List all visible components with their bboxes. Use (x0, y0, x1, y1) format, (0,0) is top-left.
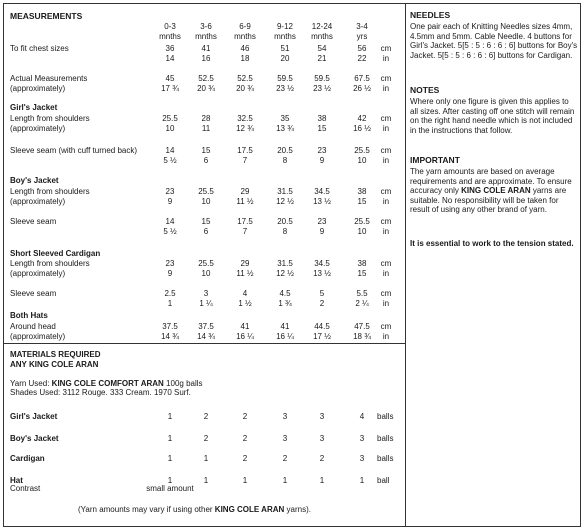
value-in: 15 (317, 124, 327, 133)
size-header-top: 12-24 (311, 22, 333, 31)
value-cm: 23 (317, 146, 327, 155)
value-in: 9 (167, 269, 173, 278)
value-cm: 23 (317, 217, 327, 226)
row-label-secondary: (approximately) (10, 197, 66, 206)
value-cm: 5 (319, 289, 325, 298)
value-cm: 41 (201, 44, 211, 53)
ball-count: 1 (167, 454, 173, 463)
value-cm: 47.5 (354, 322, 370, 331)
value-in: 1 ¼ (199, 299, 213, 308)
unit-cm: cm (380, 114, 392, 123)
needles-heading: NEEDLES (410, 10, 451, 20)
row-label: Sleeve seam (10, 289, 57, 298)
value-cm: 38 (317, 114, 327, 123)
value-cm: 31.5 (277, 187, 293, 196)
value-in: 20 ¾ (236, 84, 254, 93)
value-in: 1 (167, 299, 173, 308)
ball-unit: balls (377, 454, 394, 463)
ball-count: 2 (242, 412, 248, 421)
row-label: Length from shoulders (10, 187, 90, 196)
row-label-secondary: (approximately) (10, 124, 66, 133)
materials-row-label: Hat (10, 476, 23, 485)
size-header-top: 6-9 (239, 22, 251, 31)
ball-count: 1 (167, 434, 173, 443)
value-in: 13 ½ (313, 269, 331, 278)
value-cm: 29 (240, 259, 250, 268)
value-in: 2 ¼ (355, 299, 369, 308)
size-header-bottom: mnths (159, 32, 181, 41)
value-cm: 23 (165, 259, 175, 268)
value-cm: 15 (201, 217, 211, 226)
needles-text: One pair each of Knitting Needles sizes 4mm, 4.5mm and 5mm. Cable Needle. 4 buttons for Girl's Jacket. 5[5 : 5 : 6 : 6 : 6] buttons for Boy's Jacket. 5[5 : 5 : 6 : 6 : 6] buttons for Cardigan. (410, 22, 578, 60)
ball-count: 3 (282, 412, 288, 421)
unit-in: in (382, 227, 390, 236)
value-in: 17 ½ (313, 332, 331, 341)
important-text: The yarn amounts are based on average requirements and are approximate. To ensure accuracy only KING COLE ARAN yarns are suitable. No responsibility will be taken for result of using any other brand of yarn. (410, 167, 572, 215)
value-cm: 3 (203, 289, 209, 298)
value-in: 10 (357, 156, 367, 165)
unit-in: in (382, 84, 390, 93)
unit-cm: cm (380, 146, 392, 155)
materials-heading: MATERIALS REQUIRED (10, 350, 101, 359)
value-in: 9 (167, 197, 173, 206)
value-in: 18 (240, 54, 250, 63)
value-in: 1 ½ (238, 299, 252, 308)
value-in: 8 (282, 156, 288, 165)
value-cm: 4.5 (279, 289, 291, 298)
value-cm: 20.5 (277, 217, 293, 226)
ball-count: 2 (242, 434, 248, 443)
value-in: 21 (317, 54, 327, 63)
value-in: 10 (165, 124, 175, 133)
value-cm: 15 (201, 146, 211, 155)
row-label: Length from shoulders (10, 259, 90, 268)
row-label-secondary: (approximately) (10, 84, 66, 93)
value-in: 23 ½ (313, 84, 331, 93)
size-header-bottom: yrs (356, 32, 368, 41)
value-cm: 14 (165, 146, 175, 155)
value-in: 7 (242, 156, 248, 165)
value-cm: 51 (280, 44, 290, 53)
ball-count: 4 (359, 412, 365, 421)
value-cm: 32.5 (237, 114, 253, 123)
size-header-bottom: mnths (274, 32, 296, 41)
ball-count: 3 (282, 434, 288, 443)
unit-cm: cm (380, 74, 392, 83)
ball-count: 1 (167, 412, 173, 421)
value-in: 1 ¾ (278, 299, 292, 308)
ball-count: 1 (282, 476, 288, 485)
value-in: 22 (357, 54, 367, 63)
value-cm: 59.5 (277, 74, 293, 83)
shades-used: Shades Used: 3112 Rouge. 333 Cream. 1970 Surf. (10, 388, 191, 397)
value-cm: 45 (165, 74, 175, 83)
unit-in: in (382, 197, 390, 206)
value-cm: 5.5 (356, 289, 368, 298)
unit-in: in (382, 299, 390, 308)
row-label: Around head (10, 322, 56, 331)
value-in: 15 (357, 269, 367, 278)
value-cm: 41 (280, 322, 290, 331)
unit-in: in (382, 124, 390, 133)
value-cm: 31.5 (277, 259, 293, 268)
value-in: 20 ¾ (197, 84, 215, 93)
value-in: 16 ½ (353, 124, 371, 133)
section-heading: Boy's Jacket (10, 176, 59, 185)
value-in: 10 (201, 197, 211, 206)
value-cm: 28 (201, 114, 211, 123)
measurements-heading: MEASUREMENTS (10, 11, 83, 21)
ball-count: 3 (359, 434, 365, 443)
yarn-note: (Yarn amounts may vary if using other KING COLE ARAN yarns). (78, 505, 311, 514)
row-label: Sleeve seam (with cuff turned back) (10, 146, 138, 155)
materials-row-label: Boy's Jacket (10, 434, 59, 443)
ball-count: 2 (203, 412, 209, 421)
ball-count: 3 (319, 412, 325, 421)
tension-note: It is essential to work to the tension stated. (410, 239, 574, 248)
ball-count: 2 (203, 434, 209, 443)
unit-cm: cm (380, 217, 392, 226)
unit-in: in (382, 156, 390, 165)
row-label-secondary: (approximately) (10, 269, 66, 278)
ball-count: 3 (319, 434, 325, 443)
value-cm: 23 (165, 187, 175, 196)
contrast-value: small amount (146, 484, 194, 493)
unit-in: in (382, 54, 390, 63)
ball-count: 2 (282, 454, 288, 463)
unit-in: in (382, 332, 390, 341)
value-in: 12 ½ (276, 197, 294, 206)
value-cm: 37.5 (162, 322, 178, 331)
materials-row-label: Girl's Jacket (10, 412, 58, 421)
value-cm: 46 (240, 44, 250, 53)
value-cm: 2.5 (164, 289, 176, 298)
value-cm: 56 (357, 44, 367, 53)
value-cm: 34.5 (314, 259, 330, 268)
ball-count: 2 (319, 454, 325, 463)
important-heading: IMPORTANT (410, 155, 460, 165)
ball-count: 1 (319, 476, 325, 485)
section-divider (3, 343, 405, 344)
row-label: Actual Measurements (10, 74, 88, 83)
value-in: 14 (165, 54, 175, 63)
notes-text: Where only one figure is given this applies to all sizes. After casting off one stitch will remain on the right hand needle which is not included in the instructions that follow. (410, 97, 575, 135)
value-in: 7 (242, 227, 248, 236)
unit-cm: cm (380, 187, 392, 196)
value-cm: 17.5 (237, 146, 253, 155)
ball-count: 1 (359, 476, 365, 485)
value-cm: 35 (280, 114, 290, 123)
value-cm: 38 (357, 187, 367, 196)
value-cm: 54 (317, 44, 327, 53)
value-cm: 42 (357, 114, 367, 123)
value-cm: 25.5 (198, 187, 214, 196)
unit-in: in (382, 269, 390, 278)
unit-cm: cm (380, 322, 392, 331)
unit-cm: cm (380, 289, 392, 298)
value-in: 5 ½ (163, 227, 177, 236)
value-cm: 44.5 (314, 322, 330, 331)
value-in: 10 (201, 269, 211, 278)
value-cm: 37.5 (198, 322, 214, 331)
value-cm: 38 (357, 259, 367, 268)
ball-count: 2 (242, 454, 248, 463)
value-in: 2 (319, 299, 325, 308)
value-in: 8 (282, 227, 288, 236)
value-cm: 67.5 (354, 74, 370, 83)
notes-heading: NOTES (410, 85, 440, 95)
size-header-top: 9-12 (276, 22, 293, 31)
value-in: 14 ¾ (161, 332, 179, 341)
materials-subheading: ANY KING COLE ARAN (10, 360, 99, 369)
value-in: 15 (357, 197, 367, 206)
size-header-bottom: mnths (311, 32, 333, 41)
value-cm: 25.5 (354, 217, 370, 226)
value-in: 5 ½ (163, 156, 177, 165)
value-in: 9 (319, 227, 325, 236)
value-cm: 4 (242, 289, 248, 298)
value-in: 12 ½ (276, 269, 294, 278)
value-cm: 17.5 (237, 217, 253, 226)
materials-row-label: Cardigan (10, 454, 45, 463)
ball-unit: balls (377, 434, 394, 443)
column-divider (405, 3, 406, 527)
value-cm: 52.5 (198, 74, 214, 83)
unit-cm: cm (380, 44, 392, 53)
value-cm: 29 (240, 187, 250, 196)
ball-count: 1 (167, 476, 173, 485)
value-in: 9 (319, 156, 325, 165)
ball-count: 3 (359, 454, 365, 463)
value-in: 16 ¼ (236, 332, 254, 341)
value-cm: 34.5 (314, 187, 330, 196)
value-in: 26 ½ (353, 84, 371, 93)
value-cm: 25.5 (354, 146, 370, 155)
value-cm: 41 (240, 322, 250, 331)
ball-count: 1 (242, 476, 248, 485)
value-cm: 14 (165, 217, 175, 226)
value-cm: 25.5 (162, 114, 178, 123)
size-header-bottom: mnths (195, 32, 217, 41)
section-heading: Both Hats (10, 311, 48, 320)
row-label-secondary: (approximately) (10, 332, 66, 341)
unit-cm: cm (380, 259, 392, 268)
ball-count: 1 (203, 454, 209, 463)
value-cm: 25.5 (198, 259, 214, 268)
value-cm: 59.5 (314, 74, 330, 83)
value-in: 17 ¾ (161, 84, 179, 93)
size-header-top: 3-6 (200, 22, 212, 31)
value-in: 11 ½ (236, 197, 254, 206)
value-cm: 20.5 (277, 146, 293, 155)
value-in: 14 ¾ (197, 332, 215, 341)
value-in: 16 (201, 54, 211, 63)
value-in: 6 (203, 227, 209, 236)
size-header-top: 0-3 (164, 22, 176, 31)
row-label: Length from shoulders (10, 114, 90, 123)
value-in: 13 ½ (313, 197, 331, 206)
row-label: Sleeve seam (10, 217, 57, 226)
value-cm: 52.5 (237, 74, 253, 83)
value-in: 23 ½ (276, 84, 294, 93)
size-header-bottom: mnths (234, 32, 256, 41)
value-in: 11 ½ (236, 269, 254, 278)
yarn-used: Yarn Used: KING COLE COMFORT ARAN 100g balls (10, 379, 203, 388)
ball-unit: balls (377, 412, 394, 421)
value-in: 11 (201, 124, 211, 133)
ball-count: 1 (203, 476, 209, 485)
value-in: 10 (357, 227, 367, 236)
value-in: 20 (280, 54, 290, 63)
contrast-label: Contrast (10, 484, 41, 493)
value-in: 16 ¼ (276, 332, 294, 341)
value-in: 13 ¾ (276, 124, 294, 133)
ball-unit: ball (377, 476, 390, 485)
row-label: To fit chest sizes (10, 44, 69, 53)
section-heading: Girl's Jacket (10, 103, 58, 112)
value-in: 12 ¾ (236, 124, 254, 133)
section-heading: Short Sleeved Cardigan (10, 249, 101, 258)
value-in: 6 (203, 156, 209, 165)
value-cm: 36 (165, 44, 175, 53)
value-in: 18 ¾ (353, 332, 371, 341)
size-header-top: 3-4 (356, 22, 368, 31)
